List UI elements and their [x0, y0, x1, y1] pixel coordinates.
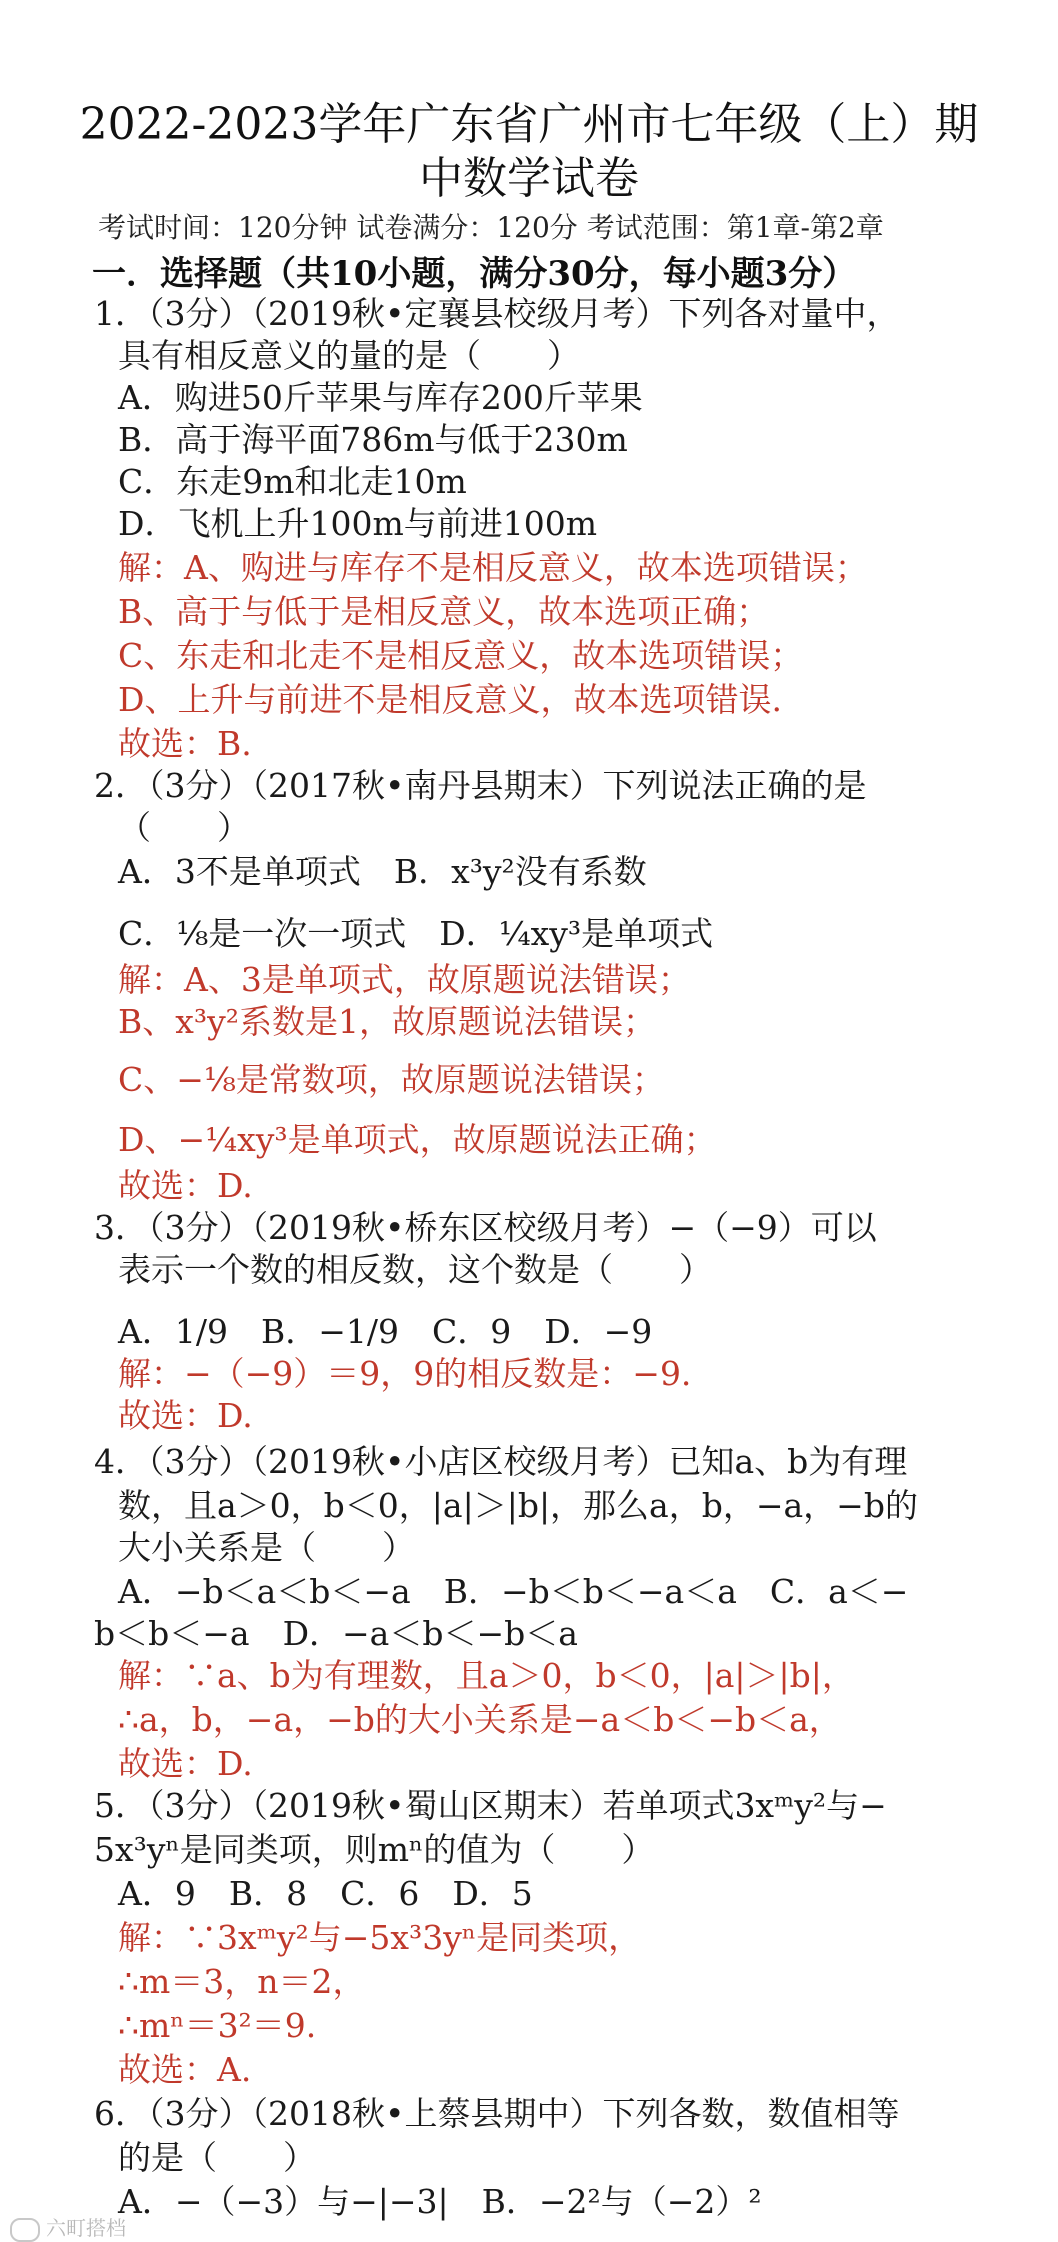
option-line: A．1/9 B．−1/9 C．9 D．−9: [118, 1312, 653, 1351]
watermark-text: 六町搭档: [46, 2216, 126, 2240]
option-line: D．飞机上升100m与前进100m: [118, 504, 598, 543]
question-line: 3．（3分）（2019秋•桥东区校级月考）−（−9）可以: [94, 1208, 877, 1247]
exam-title-line2: 中数学试卷: [419, 153, 639, 204]
watermark-logo-icon: [10, 2218, 40, 2242]
option-line: A．购进50斤苹果与库存200斤苹果: [118, 378, 643, 417]
question-line: 的是（ ）: [118, 2138, 316, 2177]
exam-info: 考试时间：120分钟 试卷满分：120分 考试范围：第1章-第2章: [98, 211, 884, 244]
answer-line: 故选：A.: [118, 2050, 252, 2089]
question-line: （ ）: [118, 808, 250, 847]
question-line: 1．（3分）（2019秋•定襄县校级月考）下列各对量中，: [94, 294, 900, 333]
answer-line: D、−¼xy³是单项式，故原题说法正确；: [118, 1120, 717, 1159]
answer-line: 解：A、购进与库存不是相反意义，故本选项错误；: [118, 548, 868, 587]
answer-line: 解：A、3是单项式，故原题说法错误；: [118, 960, 691, 999]
answer-line: ∴mⁿ＝3²＝9.: [118, 2006, 317, 2045]
question-line: 5x³yⁿ是同类项，则mⁿ的值为（ ）: [94, 1830, 655, 1869]
answer-line: ∴a，b，−a，−b的大小关系是−a＜b＜−b＜a，: [118, 1700, 842, 1739]
question-line: 表示一个数的相反数，这个数是（ ）: [118, 1250, 712, 1289]
option-line: b＜b＜−a D．−a＜b＜−b＜a: [94, 1614, 578, 1653]
answer-line: 故选：D.: [118, 1744, 253, 1783]
answer-line: C、−⅛是常数项，故原题说法错误；: [118, 1060, 665, 1099]
exam-title-line1: 2022-2023学年广东省广州市七年级（上）期: [79, 99, 979, 150]
answer-line: B、x³y²系数是1，故原题说法错误；: [118, 1002, 656, 1041]
answer-line: ∴m＝3，n＝2，: [118, 1962, 366, 2001]
question-line: 数，且a＞0，b＜0，|a|＞|b|，那么a，b，−a，−b的: [118, 1486, 918, 1525]
watermark: [10, 2212, 126, 2242]
option-line: C．⅛是一次一项式 D．¼xy³是单项式: [118, 914, 714, 953]
option-line: B．高于海平面786m与低于230m: [118, 420, 628, 459]
question-line: 大小关系是（ ）: [118, 1528, 415, 1567]
option-line: A．3不是单项式 B．x³y²没有系数: [118, 852, 647, 891]
section-heading: 一．选择题（共10小题，满分30分，每小题3分）: [92, 254, 857, 294]
question-line: 2．（3分）（2017秋•南丹县期末）下列说法正确的是: [94, 766, 867, 805]
answer-line: 解：∵a、b为有理数，且a＞0，b＜0，|a|＞|b|，: [118, 1656, 855, 1695]
option-line: A．−（−3）与−|−3| B．−2²与（−2）²: [118, 2182, 762, 2221]
question-line: 6．（3分）（2018秋•上蔡县期中）下列各数，数值相等: [94, 2094, 900, 2133]
option-line: A．−b＜a＜b＜−a B．−b＜b＜−a＜a C．a＜−: [118, 1572, 909, 1611]
question-line: 4．（3分）（2019秋•小店区校级月考）已知a、b为有理: [94, 1442, 908, 1481]
answer-line: 故选：D.: [118, 1166, 253, 1205]
option-line: C．东走9m和北走10m: [118, 462, 467, 501]
answer-line: 解：∵3xᵐy²与−5x³3yⁿ是同类项，: [118, 1918, 642, 1957]
question-line: 具有相反意义的量的是（ ）: [118, 336, 580, 375]
option-line: A．9 B．8 C．6 D．5: [118, 1874, 533, 1913]
answer-line: 故选：B.: [118, 724, 252, 763]
answer-line: D、上升与前进不是相反意义，故本选项错误.: [118, 680, 782, 719]
answer-line: C、东走和北走不是相反意义，故本选项错误；: [118, 636, 804, 675]
answer-line: 解：−（−9）＝9，9的相反数是：−9.: [118, 1354, 692, 1393]
question-line: 5．（3分）（2019秋•蜀山区期末）若单项式3xᵐy²与−: [94, 1786, 887, 1825]
answer-line: B、高于与低于是相反意义，故本选项正确；: [118, 592, 770, 631]
answer-line: 故选：D.: [118, 1396, 253, 1435]
